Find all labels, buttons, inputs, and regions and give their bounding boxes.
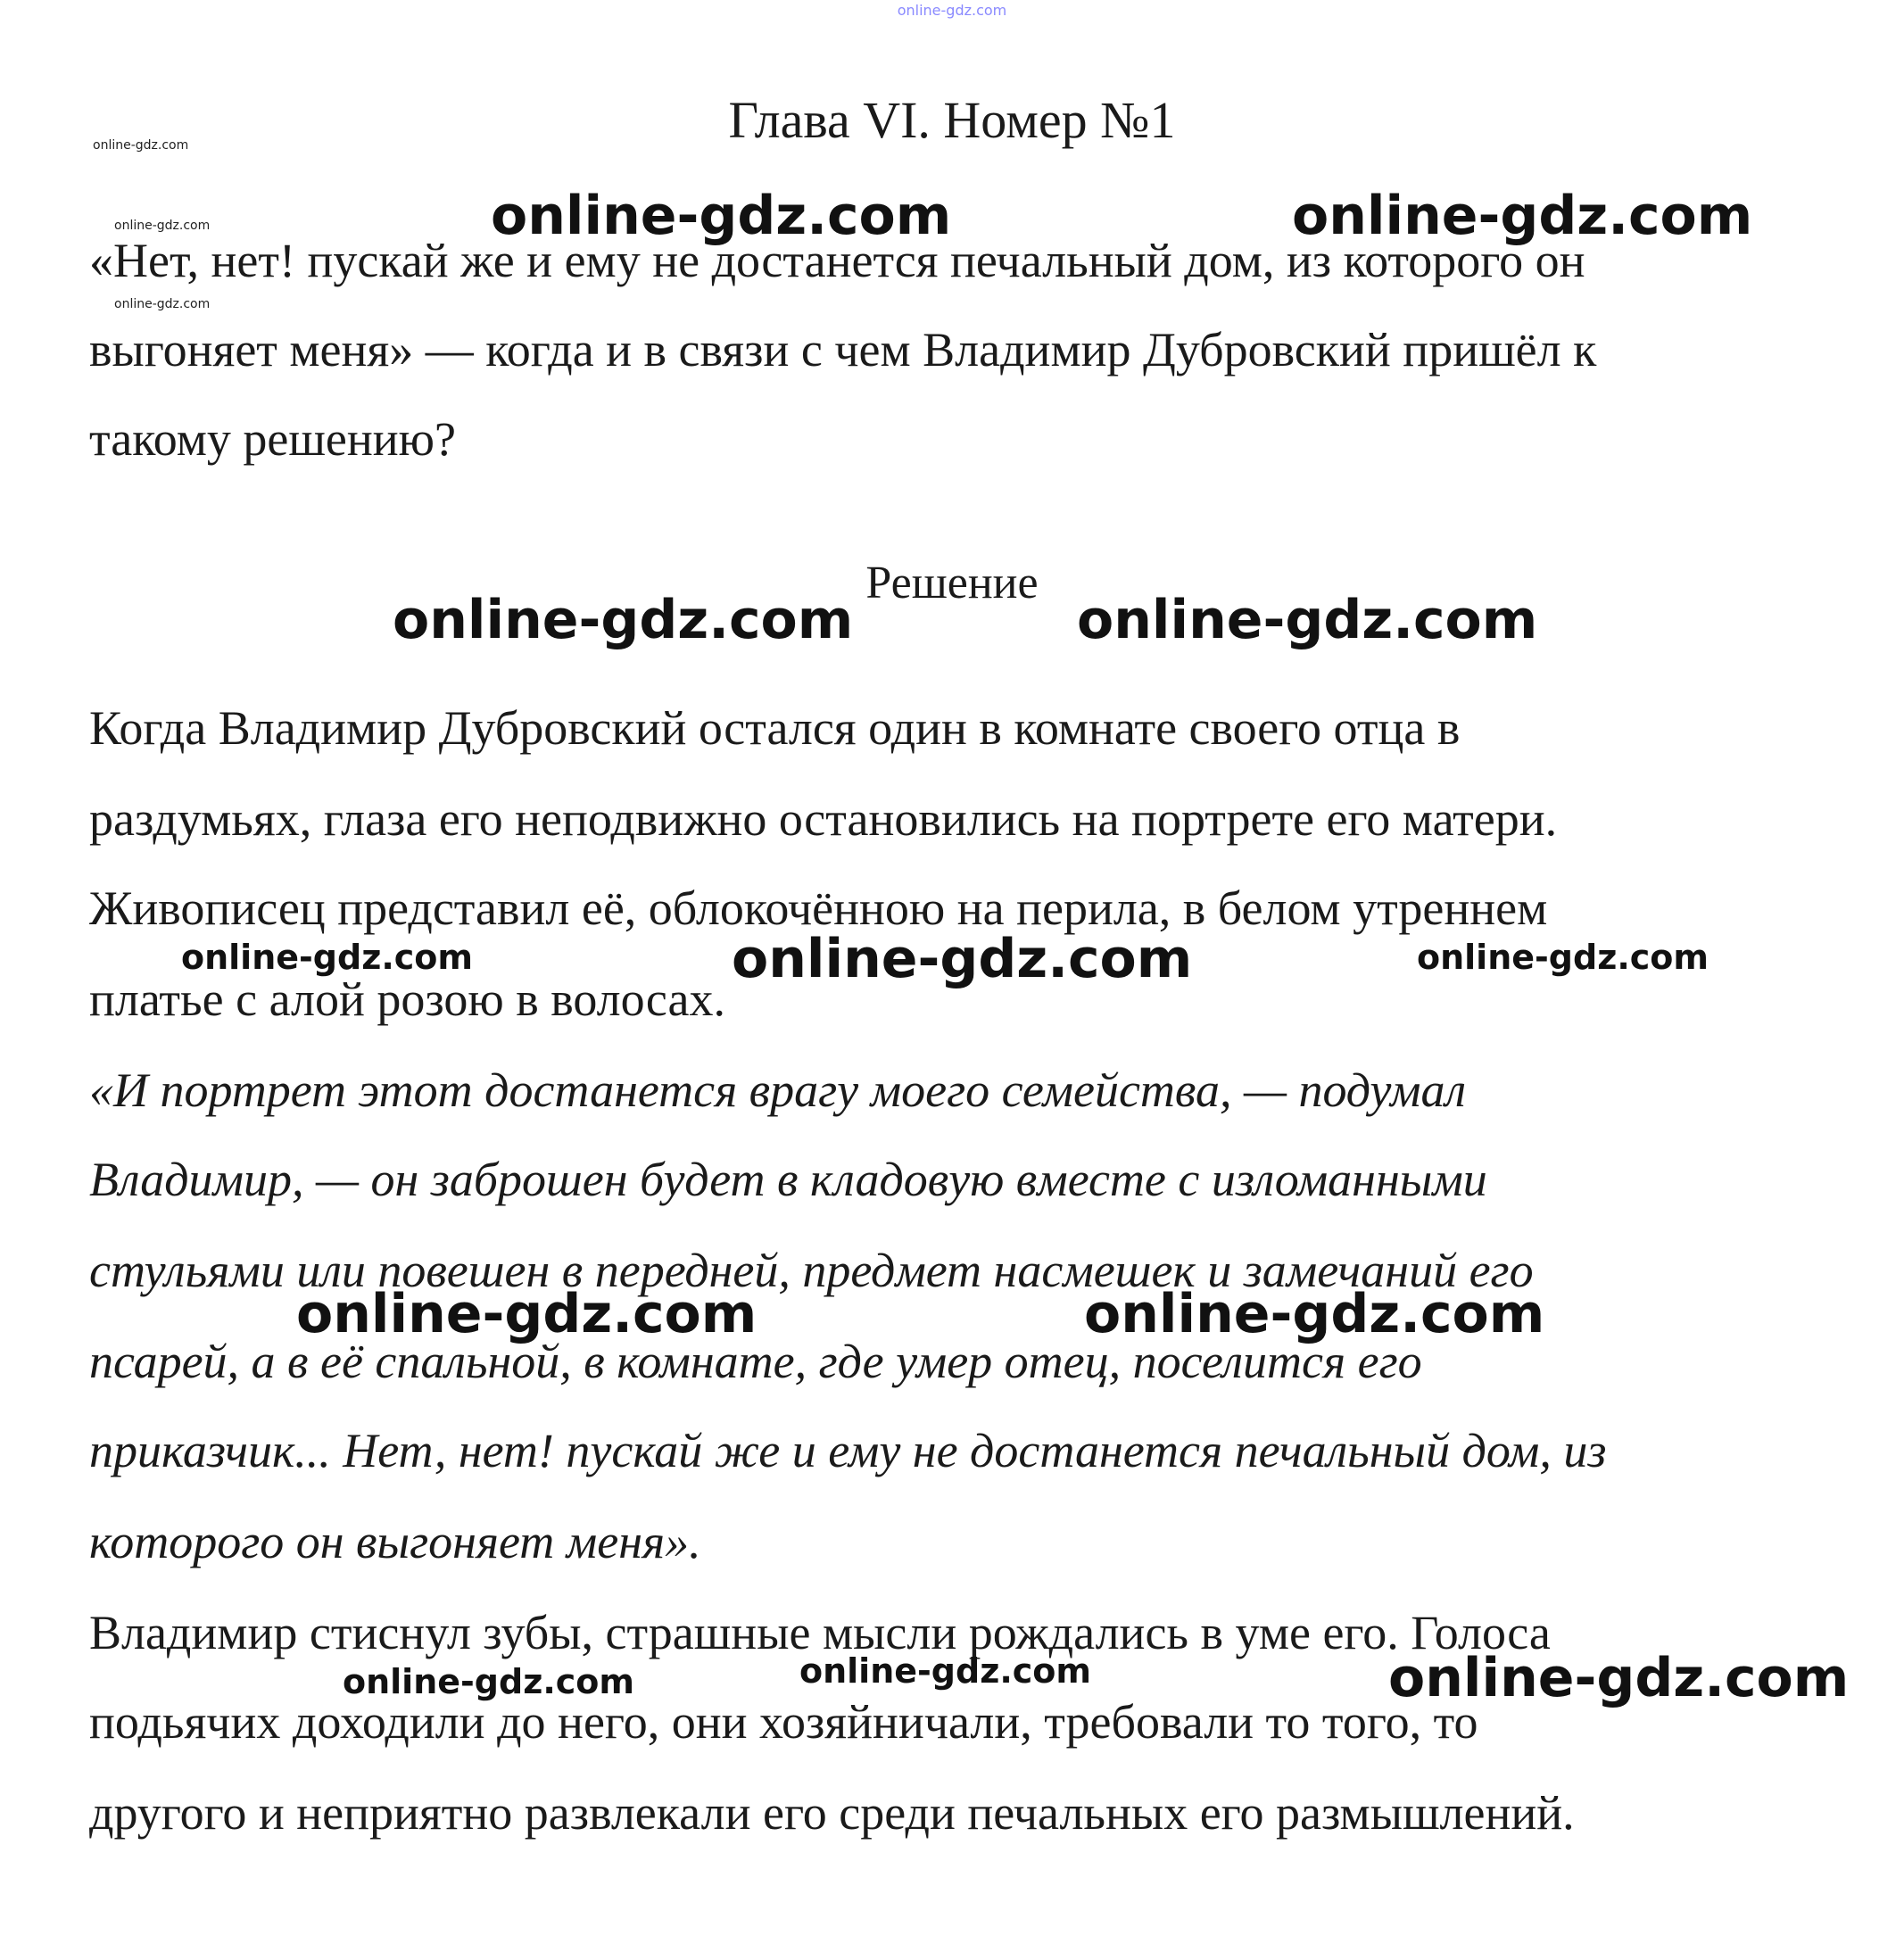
answer-line: Живописец представил её, облокочённою на перила, в белом утреннем (89, 881, 1548, 935)
answer-line: другого и неприятно развлекали его среди печальных его размышлений. (89, 1786, 1575, 1840)
question-line: «Нет, нет! пускай же и ему не достанется печальный дом, из которого он (89, 234, 1585, 287)
watermark: online-gdz.com (114, 297, 211, 311)
watermark: online-gdz.com (1388, 1647, 1850, 1709)
watermark: online-gdz.com (93, 138, 189, 153)
answer-line: Когда Владимир Дубровский остался один в комнате своего отца в (89, 701, 1461, 755)
watermark: online-gdz.com (1084, 1283, 1545, 1345)
watermark: online-gdz.com (799, 1651, 1091, 1691)
watermark: online-gdz.com (393, 589, 854, 651)
quote-line: приказчик... Нет, нет! пускай же и ему не достанется печальный дом, из (89, 1424, 1607, 1477)
page-title: Глава VI. Номер №1 (728, 91, 1176, 149)
watermark: online-gdz.com (732, 928, 1193, 990)
watermark: online-gdz.com (491, 185, 952, 247)
answer-line: подьячих доходили до него, они хозяйничали, требовали то того, то (89, 1695, 1478, 1749)
watermark: online-gdz.com (296, 1283, 757, 1345)
question-line: выгоняет меня» — когда и в связи с чем Владимир Дубровский пришёл к (89, 323, 1597, 376)
watermark: online-gdz.com (181, 938, 473, 977)
question-line: такому решению? (89, 412, 456, 466)
watermark: online-gdz.com (114, 219, 211, 233)
top-watermark: online-gdz.com (897, 2, 1007, 19)
quote-line: Владимир, — он заброшен будет в кладовую вместе с изломанными (89, 1153, 1487, 1206)
watermark: online-gdz.com (1077, 589, 1538, 651)
answer-line: раздумьях, глаза его неподвижно остановились на портрете его матери. (89, 792, 1558, 846)
quote-line: «И портрет этот достанется врагу моего семейства, — подумал (89, 1063, 1467, 1117)
watermark: online-gdz.com (1292, 185, 1753, 247)
watermark: online-gdz.com (1417, 938, 1709, 977)
watermark: online-gdz.com (343, 1662, 634, 1701)
answer-line: Владимир стиснул зубы, страшные мысли рождались в уме его. Голоса (89, 1606, 1551, 1659)
solution-heading: Решение (865, 558, 1039, 608)
quote-line: стульями или повешен в передней, предмет насмешек и замечаний его (89, 1244, 1534, 1297)
quote-line: которого он выгоняет меня». (89, 1515, 701, 1568)
answer-line: платье с алой розою в волосах. (89, 972, 726, 1026)
quote-line: псарей, а в её спальной, в комнате, где умер отец, поселится его (89, 1335, 1422, 1388)
